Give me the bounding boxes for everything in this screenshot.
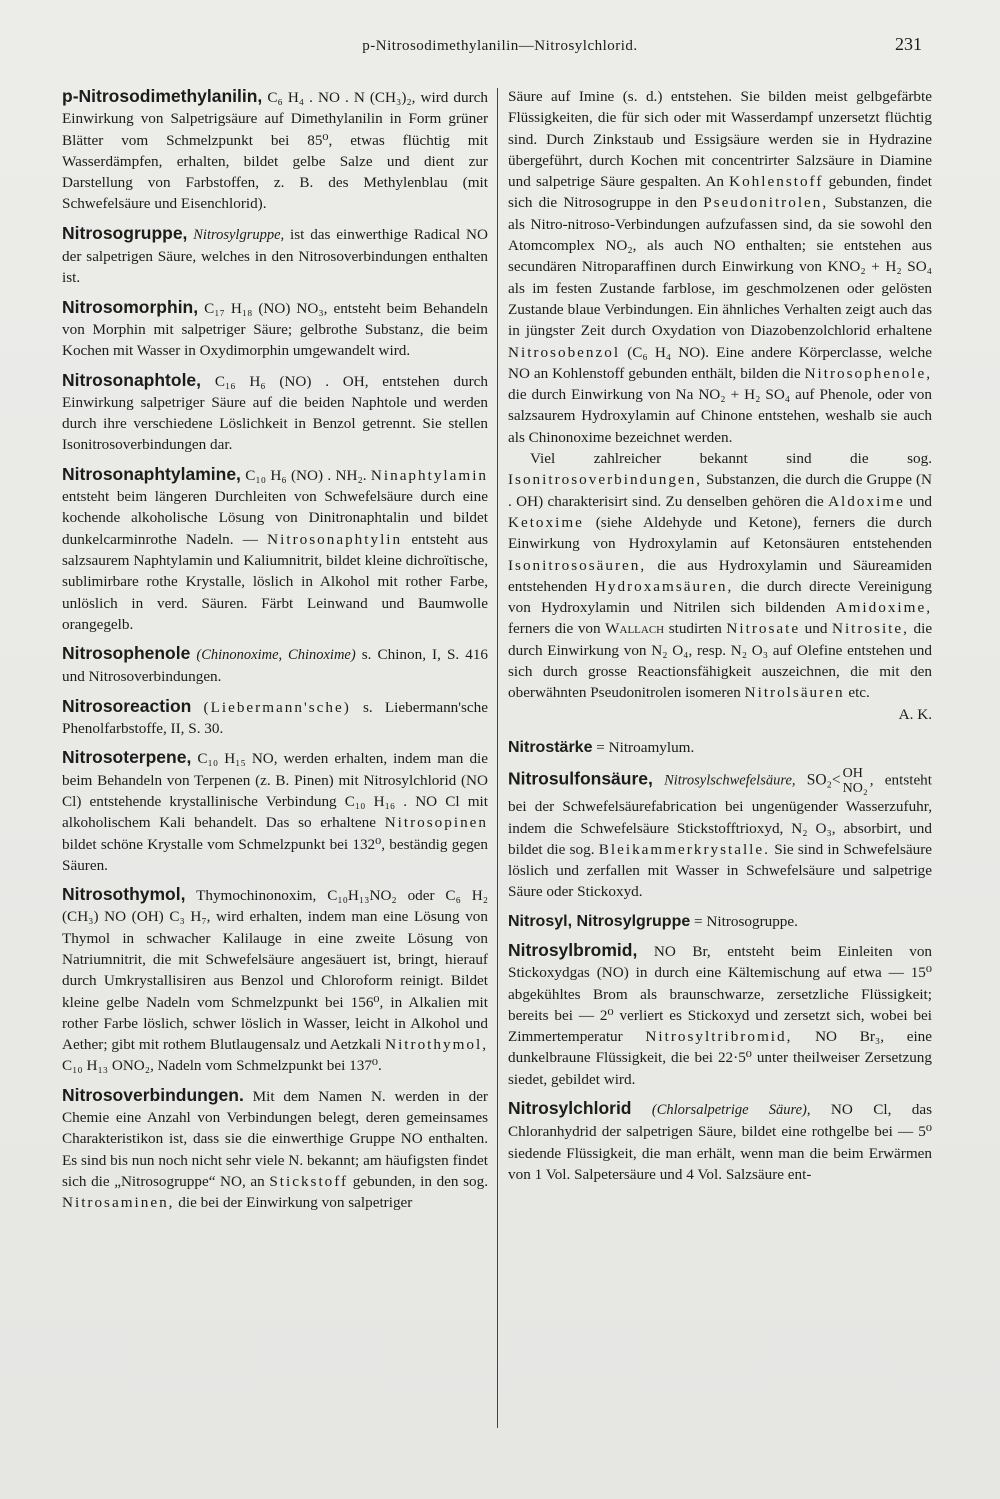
entry-text: entsteht beim längeren Durchleiten von Schwefelsäure durch eine kochende alkoholische Lösung von Dinitronaphtalin und bildet dunkelcarminrothe Nadeln. — [62, 488, 488, 548]
entry-synonym: Nitrosylschwefelsäure, [664, 772, 796, 789]
entry-nitrosonaphtole [62, 370, 488, 456]
entry-spaced-term: Stickstoff [269, 1172, 349, 1190]
entry-text: = Nitroamylum. [596, 738, 695, 756]
entry-text: NO Br, entsteht beim Einleiten von Stickoxydgas (NO) in durch eine Kältemischung auf etwa — 15⁰ abgekühltes Brom als braunschwarze, zersetzliche Flüssigkeit; bereits bei — 2⁰ verliert es Stickoxyd und zersetzt sich, wobei bei Zimmertemperatur [508, 942, 933, 1046]
entry-text: C₁₆ H₆ (NO) . OH, entstehen durch Einwirkung salpetriger Säure auf die beiden Naphtole und werden durch ihre verschiedene Löslichkeit in Benzol getrennt. Sie stellen Isonitrosoverbindungen dar. [62, 372, 488, 454]
entry-headword: Nitrostärke [508, 738, 593, 756]
running-head: p-Nitrosodimethylanilin—Nitrosylchlorid. [362, 38, 638, 54]
entry-text: entsteht aus salzsaurem Naphtylamin und Kaliumnitrit, bildet kleine dichroïtische, sublimirbare rothe Krystalle, löslich in Alkohol mit rother Farbe, unlöslich in verd. Säuren. Färbt Leinwand und Baumwolle orangegelb. [62, 530, 488, 633]
entry-text: bildet schöne Krystalle vom Schmelzpunkt bei 132⁰, beständig gegen Säuren. [62, 835, 488, 874]
formula-branches [843, 766, 868, 796]
entry-text: Mit dem Namen N. werden in der Chemie eine Anzahl von Verbindungen belegt, deren gemeinsames Charakteristikon ist, dass sie die einwerthige Gruppe NO enthalten. Es sind bis nun noch nicht sehr viele N. bekannt; am häufigsten findet sich die „Nitrosogruppe“ NO, an [62, 1087, 488, 1190]
entry-text: = Nitrosogruppe. [694, 912, 798, 930]
formula-bottom: NO₂ [842, 781, 868, 797]
entry-text: C₆ H₄ . NO . N (CH₃)₂, wird durch Einwirkung von Salpetrigsäure auf Dimethylanilin in Form grüner Blätter vom Schmelzpunkt bei 85⁰, etwas flüchtig mit Wasserdämpfen, erhalten, bildet gelbe Salze und dient zur Darstellung von Farbstoffen, z. B. des Methylenblau (mit Schwefelsäure und Eisenchlorid). [62, 89, 488, 213]
entry-spaced-term: Ninaphtylamin [370, 466, 489, 484]
entry-nitrosoreaction [62, 696, 488, 740]
formula-top: OH [842, 766, 863, 782]
entry-p-nitrosodimethylanilin [62, 86, 488, 215]
entry-nitrosoterpene [62, 747, 488, 876]
left-column [62, 86, 488, 1222]
entry-synonym: Nitrosylgruppe, [193, 226, 285, 243]
entry-text: die durch Einwirkung von N₂ O₄, resp. N₂ O₃ auf Olefine entstehen und sich durch grosse Reactionsfähigkeit auszeichnen, die mit den oberwähnten Pseudonitrolen isomeren [508, 620, 933, 702]
entry-text: (siehe Aldehyde und Ketone), ferners die durch Einwirkung von Hydroxylamin auf Ketonsäuren entstehenden [508, 513, 932, 553]
entry-spaced-term: Nitrothymol, [385, 1036, 488, 1054]
entry-nitrosyl [508, 911, 932, 932]
entry-headword: Nitrosonaphtylamine, [62, 463, 241, 484]
entry-spaced-term: Nitrosyltribromid, [645, 1028, 793, 1046]
entry-nitrosoverbindungen-continued [508, 86, 932, 725]
entry-text: die durch Einwirkung von Na NO₂ + H₂ SO₄ auf Phenole, oder von salzsaurem Hydroxylamin auf Chinone entstehen, weshalb sie auch als Chinonoxime bezeichnet werden. [508, 386, 932, 446]
entry-spaced-term: Nitrolsäuren [744, 684, 845, 702]
author-name: Wallach [605, 620, 665, 638]
entry-nitrostaerke [508, 737, 932, 758]
entry-spaced-term: Nitrosate [726, 620, 801, 638]
entry-text: s. Chinon, I, S. 416 und Nitrosoverbindungen. [62, 646, 489, 686]
entry-spaced-term: Bleikammerkrystalle. [598, 840, 770, 858]
entry-text: Sie sind in Schwefelsäure löslich und zerfallen mit Wasser in Schwefelsäure und salpetrige Säure oder Stickoxyd. [508, 840, 933, 901]
entry-text: , entsteht bei der Schwefelsäurefabrication bei ungenügender Wasserzufuhr, indem die Schwefelsäure Stickstofftrioxyd, N₂ O₃, absorbirt, und bildet die sog. [508, 771, 932, 858]
entry-text: C₁₀ H₁₃ ONO₂, Nadeln vom Schmelzpunkt bei 137⁰. [62, 1057, 382, 1075]
entry-text: die bei der Einwirkung von salpetriger [178, 1194, 413, 1212]
entry-spaced-term: Amidoxime, [835, 599, 932, 617]
entry-headword: p-Nitrosodimethylanilin, [62, 86, 263, 106]
entry-spaced-term: Nitrosophenole, [804, 364, 932, 382]
entry-nitrosylbromid [508, 940, 932, 1090]
entry-spaced-term: Isonitrosoverbindungen, [508, 471, 703, 489]
entry-text: und [804, 620, 828, 638]
entry-text: ferners die von [508, 620, 601, 638]
entry-text: ist das einwerthige Radical NO der salpetrigen Säure, welches in den Nitrosoverbindungen enthalten ist. [62, 225, 488, 287]
entry-spaced-term: Hydroxamsäuren, [594, 577, 734, 595]
entry-headword: Nitrosonaphtole, [62, 369, 202, 390]
formula-base: SO₂< [806, 771, 841, 789]
entry-headword: Nitrosomorphin, [62, 296, 199, 317]
entry-text: die aus Hydroxylamin und Säureamiden entstehenden [508, 556, 933, 595]
structural-formula [807, 766, 870, 796]
entry-headword: Nitrosogruppe, [62, 222, 188, 243]
page-number: 231 [895, 34, 922, 54]
entry-text: s. Liebermann'sche Phenolfarbstoffe, II, S. 30. [62, 698, 488, 738]
entry-nitrosogruppe [62, 223, 488, 289]
author-signature: A. K. [898, 705, 932, 723]
entry-spaced-term: Kohlenstoff [729, 173, 824, 191]
entry-spaced-term: Nitrosonaphtylin [267, 530, 403, 548]
entry-headword: Nitrosulfonsäure, [508, 768, 653, 789]
entry-nitrosonaphtylamine [62, 464, 488, 635]
entry-text: studirten [668, 620, 722, 638]
entry-nitrosulfonsaeure [508, 766, 932, 902]
entry-nitrosoverbindungen [62, 1085, 488, 1214]
entry-spaced-term: Aldoxime [828, 492, 905, 510]
entry-spaced-term: Nitrosobenzol [508, 343, 621, 361]
entry-text: Thymochinonoxim, C₁₀H₁₃NO₂ oder C₆ H₂ (CH₃) NO (OH) C₃ H₇, wird erhalten, indem man eine Lösung von Thymol in schwacher Kalilauge in eine zweite Lösung von Natriumnitrit, die mit Schwefelsäure angesäuert ist, bringt, hierauf durch Umkrystallisiren aus Benzol und Chloroform reinigt. Bildet kleine gelbe Nadeln vom Schmelzpunkt bei 156⁰, in Alkalien mit rother Farbe löslich, schwer löslich in Wasser, leicht in Alkohol und Aether; gibt mit rothem Blutlaugensalz und Aetzkali [62, 887, 488, 1054]
entry-text: C₁₀ H₁₅ NO, werden erhalten, indem man die beim Behandeln von Terpenen (z. B. Pinen) mit Nitrosylchlorid (NO Cl) entstehende krystallinische Verbindung C₁₀ H₁₆ . NO Cl mit alkoholischem Kali behandelt. Das so erhaltene [62, 750, 488, 832]
entry-spaced-term: (Liebermann'sche) [203, 698, 351, 716]
entry-headword: Nitrosoverbindungen. [62, 1084, 244, 1105]
entry-text: Viel zahlreicher bekannt sind die sog. [530, 450, 932, 468]
entry-headword: Nitrosoreaction [62, 695, 192, 716]
entry-headword: Nitrosothymol, [62, 884, 186, 905]
entry-nitrosomorphin [62, 297, 488, 362]
entry-headword: Nitrosoterpene, [62, 747, 192, 768]
entry-text: Substanzen, die als Nitro-nitroso-Verbindungen aufzufassen sind, da sie sowohl den Atomcomplex NO₂, als auch NO enthalten; sie entstehen aus secundären Nitroparaffinen durch Einwirkung von KNO₂ + H₂ SO₄ als im festen Zustande farblose, im geschmolzenen oder gelösten Zustande blaue Verbindungen. Ein ähnliches Verhalten zeigt auch das in jüngster Zeit durch Oxydation von Diazobenzolchlorid erhaltene [508, 194, 933, 340]
entry-headword: Nitrosylchlorid [508, 1098, 632, 1119]
entry-text: gebunden, in den sog. [352, 1172, 489, 1190]
entry-text: etc. [848, 684, 870, 702]
entry-text: C₁₇ H₁₈ (NO) NO₃, entsteht beim Behandeln von Morphin mit salpetriger Säure; gelbrothe Substanz, die beim Kochen mit Wasser in Oxydimorphin umgewandelt wird. [62, 299, 488, 360]
entry-nitrosothymol [62, 884, 488, 1077]
entry-spaced-term: Nitrosopinen [384, 814, 489, 832]
entry-headword: Nitrosophenole [62, 643, 191, 664]
entry-synonym: (Chinonoxime, Chinoxime) [196, 647, 356, 664]
entry-spaced-term: Nitrosaminen, [62, 1194, 175, 1212]
entry-text: die durch directe Vereinigung von Hydroxylamin und Nitrilen sich bildenden [508, 577, 933, 617]
entry-headword: Nitrosylbromid, [508, 939, 638, 960]
entry-text: Substanzen, die durch die Gruppe (N . OH) charakterisirt sind. Zu denselben gehören die [508, 471, 933, 510]
entry-text: gebunden, findet sich die Nitrosogruppe in den [508, 173, 932, 212]
entry-formula: C₁₀ H₆ (NO) . NH₂. [245, 466, 367, 484]
entry-spaced-term: Isonitrososäuren, [508, 556, 647, 574]
entry-synonym: (Chlorsalpetrige Säure), [651, 1102, 811, 1119]
entry-nitrosophenole [62, 643, 488, 688]
column-divider [497, 88, 498, 1428]
entry-text: NO Cl, das Chloranhydrid der salpetrigen Säure, bildet eine rothgelbe bei — 5⁰ siedende Flüssigkeit, die man erhält, wenn man die beim Erwärmen von 1 Vol. Salpetersäure und 4 Vol. Salzsäure ent- [508, 1101, 933, 1183]
entry-nitrosylchlorid [508, 1098, 932, 1185]
entry-text: Säure auf Imine (s. d.) entstehen. Sie bilden meist gelbgefärbte Flüssigkeiten, die für sich oder mit Wasserdampf unzersetzt flüchtig sind. Durch Zinkstaub und Essigsäure werden sie in Hydrazine übergeführt, durch Kochen mit concentrirter Salzsäure in Diamine und salpetrige Säure gespalten. An [508, 88, 932, 191]
entry-text: (C₆ H₄ NO). Eine andere Körperclasse, welche NO an Kohlenstoff gebunden enthält, bilden die [508, 343, 932, 382]
entry-text: NO Br₃, eine dunkelbraune Flüssigkeit, die bei 22·5⁰ unter theilweiser Zersetzung siedet, gebildet wird. [508, 1028, 933, 1088]
right-column [508, 86, 932, 1193]
entry-spaced-term: Pseudonitrolen, [703, 194, 829, 212]
entry-text: und [909, 492, 932, 510]
entry-headword: Nitrosyl, Nitrosylgruppe [508, 912, 691, 930]
entry-spaced-term: Nitrosite, [831, 620, 909, 638]
entry-spaced-term: Ketoxime [508, 513, 584, 531]
